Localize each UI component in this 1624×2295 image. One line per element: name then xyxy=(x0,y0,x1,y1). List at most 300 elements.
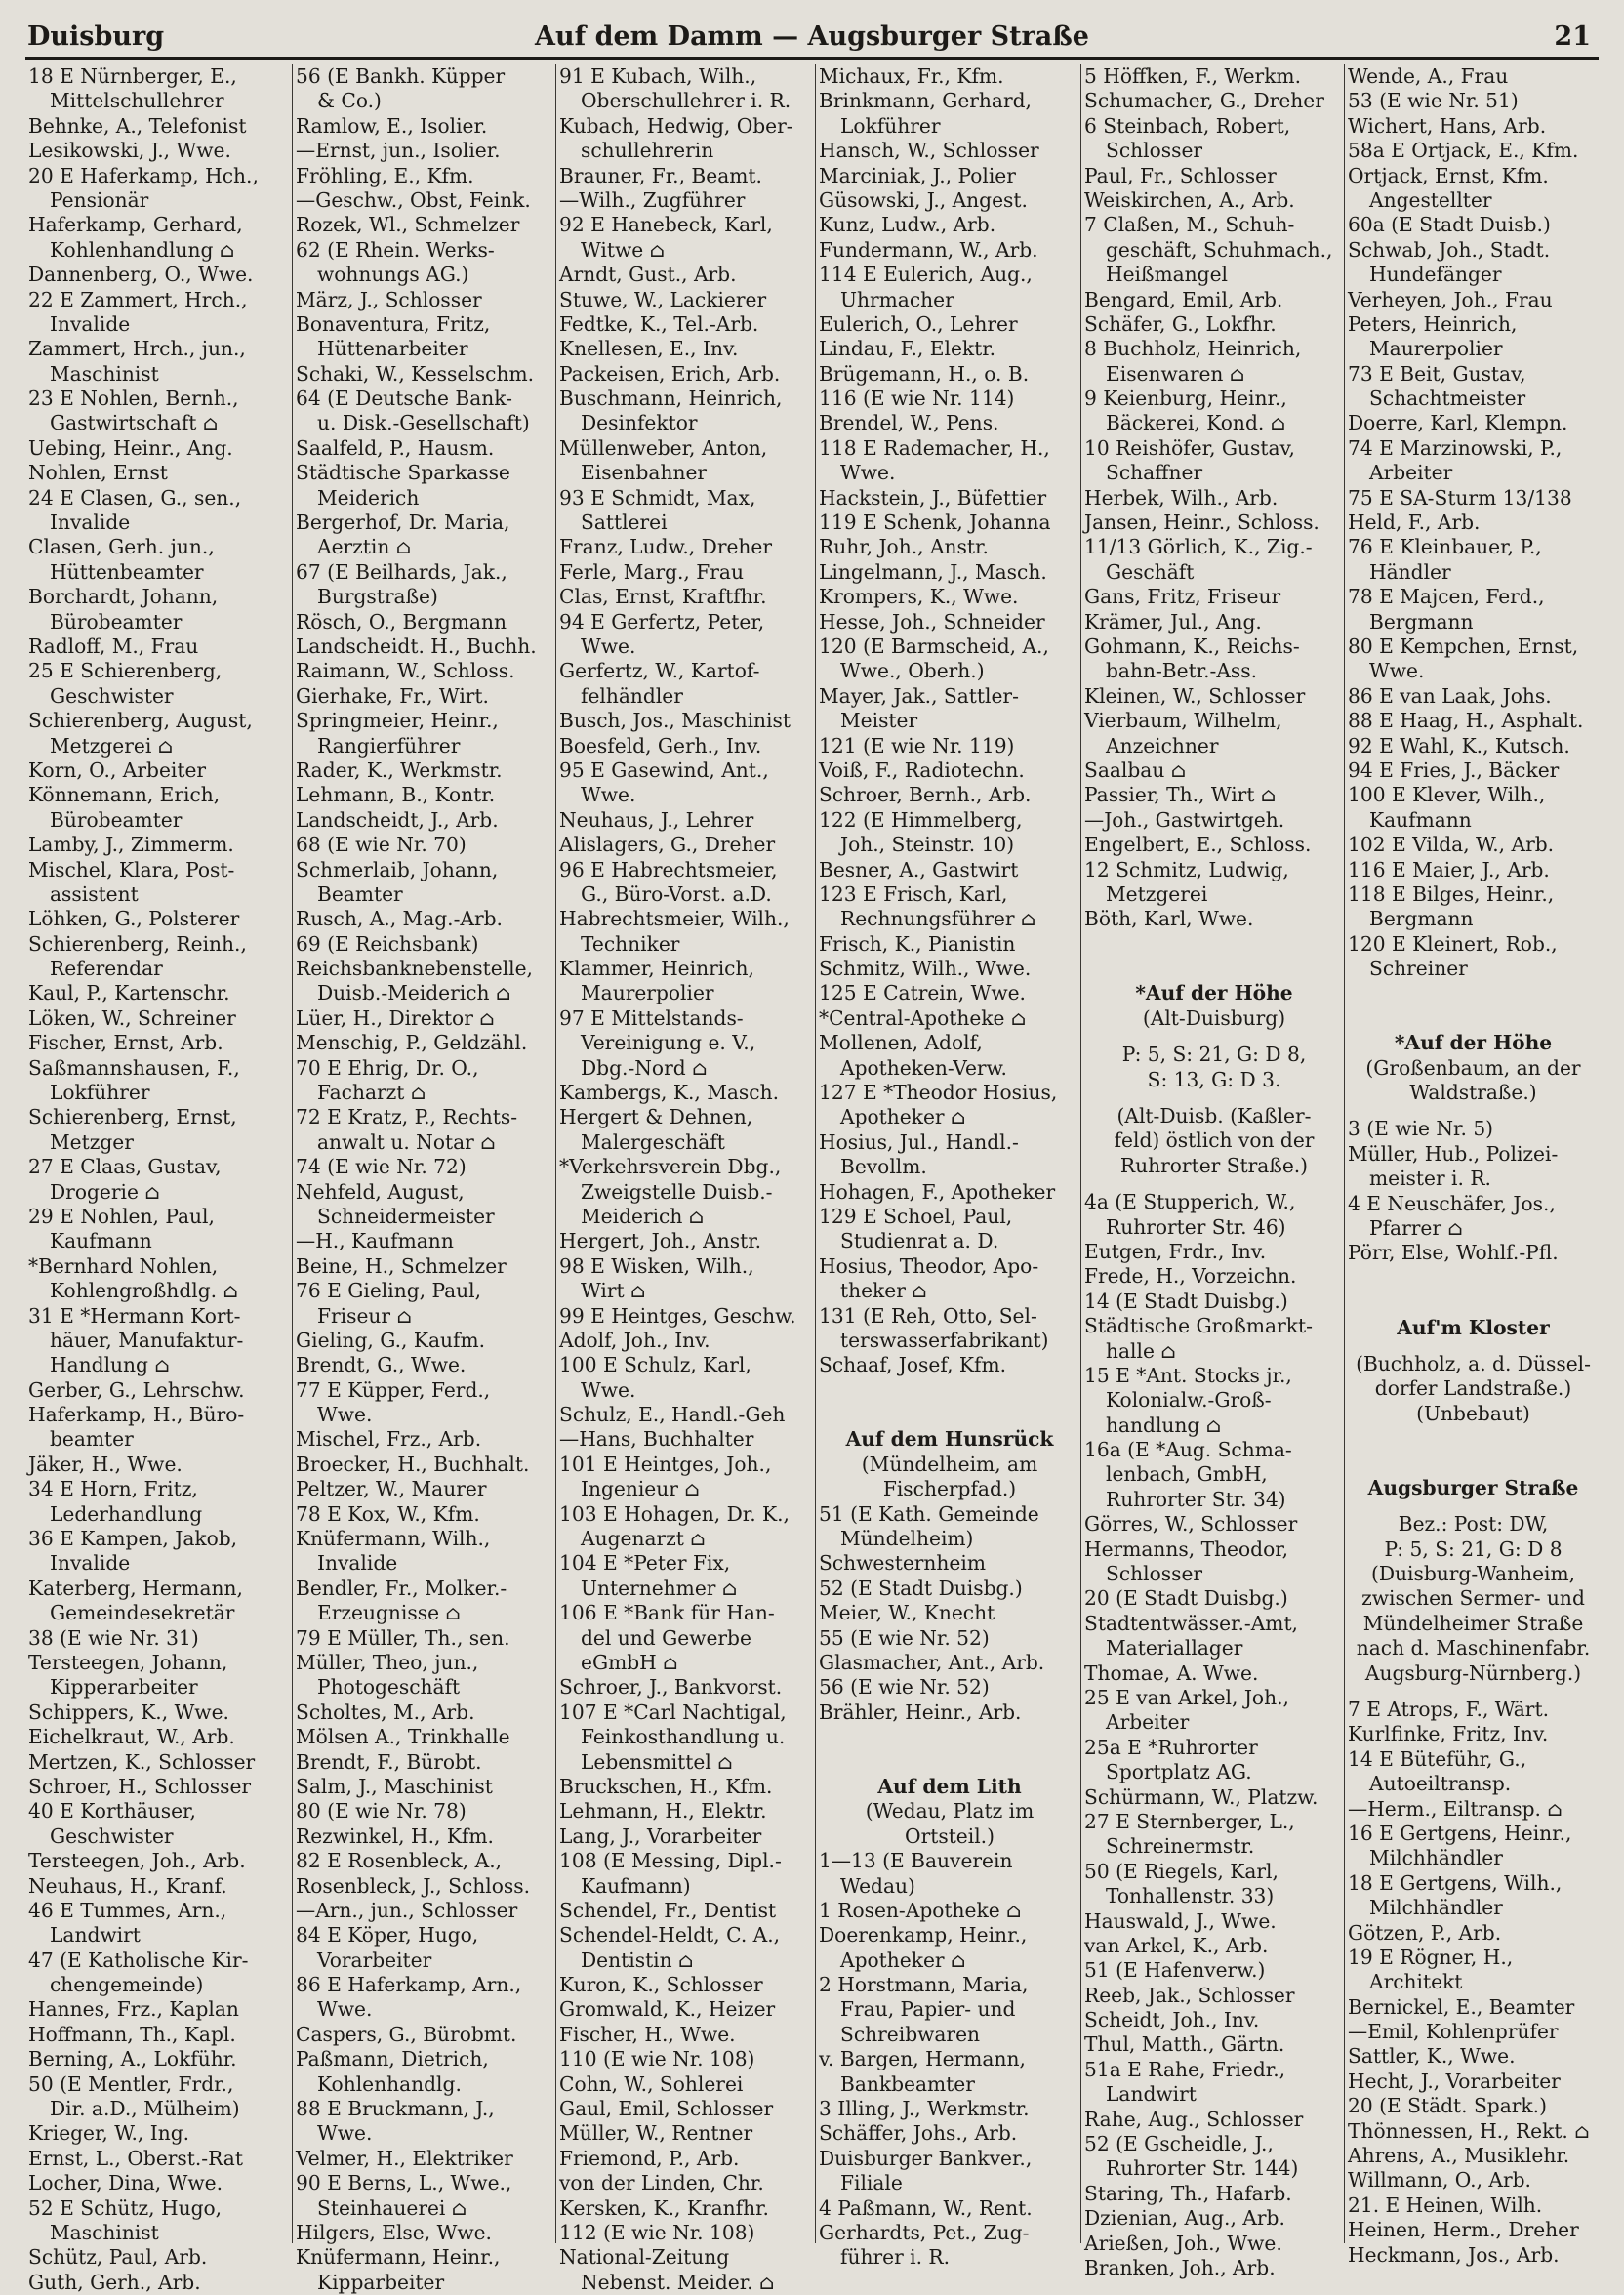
street-heading: Auf'm Kloster xyxy=(1397,1315,1550,1339)
directory-line: 51 (E Kath. Gemeinde xyxy=(819,1501,1039,1526)
directory-line: Geschwister xyxy=(50,1824,174,1848)
directory-line: Wwe. xyxy=(581,783,636,807)
directory-line: Apotheker ⌂ xyxy=(840,1947,966,1972)
directory-line: Gaul, Emil, Schlosser xyxy=(559,2097,774,2121)
directory-line: del und Gewerbe xyxy=(581,1625,751,1650)
directory-line: Frau, Papier- und xyxy=(840,1997,1016,2022)
directory-line: 4a (E Stupperich, W., xyxy=(1084,1190,1296,1214)
directory-line: 116 (E wie Nr. 114) xyxy=(819,387,1015,411)
directory-line: Passier, Th., Wirt ⌂ xyxy=(1084,783,1277,807)
directory-line: 92 E Hanebeck, Karl, xyxy=(559,213,773,237)
directory-line: 74 (E wie Nr. 72) xyxy=(296,1155,467,1179)
directory-line: Metzgerei ⌂ xyxy=(50,733,174,758)
directory-line: Nehfeld, August, xyxy=(296,1179,465,1204)
column-6 xyxy=(1345,64,1599,2267)
directory-line: Milchhändler xyxy=(1369,1896,1503,1920)
directory-line: National-Zeitung xyxy=(559,2245,730,2270)
directory-line: Schierenberg, Ernst, xyxy=(28,1105,237,1129)
directory-line: Schulz, E., Handl.-Geh xyxy=(559,1403,786,1427)
directory-line: Velmer, H., Elektriker xyxy=(296,2146,513,2170)
directory-line: 73 E Beit, Gustav, xyxy=(1348,361,1526,386)
directory-line: 50 (E Riegels, Karl, xyxy=(1084,1859,1279,1883)
directory-line: Witwe ⌂ xyxy=(581,237,666,262)
directory-line: 4 Paßmann, W., Rent. xyxy=(819,2195,1033,2220)
directory-line: Brendt, G., Wwe. xyxy=(296,1353,467,1377)
directory-line: (Wedau, Platz im xyxy=(865,1799,1035,1824)
directory-line: —Wilh., Zugführer xyxy=(559,187,746,212)
directory-line: 118 E Bilges, Heinr., xyxy=(1348,881,1555,906)
directory-line: 56 (E Bankh. Küpper xyxy=(296,64,506,88)
directory-line: Hauswald, J., Wwe. xyxy=(1084,1908,1277,1933)
directory-line: Meier, W., Knecht xyxy=(819,1601,995,1625)
directory-line: Ruhrorter Str. 46) xyxy=(1106,1214,1286,1239)
directory-line: u. Disk.-Gesellschaft) xyxy=(317,411,530,435)
directory-line: Materiallager xyxy=(1106,1636,1243,1660)
directory-line: 36 E Kampen, Jakob, xyxy=(28,1527,238,1551)
directory-line: Drogerie ⌂ xyxy=(50,1179,160,1204)
directory-line: Peters, Heinrich, xyxy=(1348,311,1518,336)
directory-line: Doerenkamp, Heinr., xyxy=(819,1923,1028,1947)
directory-line: Saalfeld, P., Hausm. xyxy=(296,435,495,460)
directory-line: Landwirt xyxy=(1106,2082,1197,2107)
directory-line: 67 (E Beilhards, Jak., xyxy=(296,559,508,584)
directory-line: Lederhandlung xyxy=(50,1501,203,1526)
spacer xyxy=(1348,1291,1599,1315)
directory-line: Meiderich ⌂ xyxy=(581,1204,705,1228)
directory-line: Arießen, Joh., Wwe. xyxy=(1084,2231,1282,2255)
directory-line: 112 (E wie Nr. 108) xyxy=(559,2220,755,2244)
directory-line: Beamter xyxy=(317,881,403,906)
directory-line: 60a (E Stadt Duisb.) xyxy=(1348,213,1551,237)
directory-line: Brügemann, H., o. B. xyxy=(819,361,1030,386)
directory-line: Neuhaus, J., Lehrer xyxy=(559,807,754,832)
directory-line: Herbek, Wilh., Arb. xyxy=(1084,485,1279,510)
directory-line: Kambergs, K., Masch. xyxy=(559,1081,780,1105)
directory-line: 108 (E Messing, Dipl.- xyxy=(559,1849,782,1873)
directory-line: 120 E Kleinert, Rob., xyxy=(1348,931,1558,956)
directory-line: Friseur ⌂ xyxy=(317,1303,412,1328)
directory-line: Clasen, Gerh. jun., xyxy=(28,535,215,559)
directory-line: Vierbaum, Wilhelm, xyxy=(1084,709,1282,733)
directory-line: 62 (E Rhein. Werks- xyxy=(296,237,495,262)
street-heading: Augsburger Straße xyxy=(1367,1475,1579,1499)
directory-line: Schlosser xyxy=(1106,139,1203,163)
directory-line: Gierhake, Fr., Wirt. xyxy=(296,683,489,708)
directory-line: Maurerpolier xyxy=(1369,337,1503,361)
directory-line: Bengard, Emil, Arb. xyxy=(1084,287,1283,311)
directory-line: Wwe. xyxy=(317,1997,373,2022)
directory-line: —Hans, Buchhalter xyxy=(559,1427,754,1452)
directory-line: van Arkel, K., Arb. xyxy=(1084,1933,1269,1957)
directory-line: Referendar xyxy=(50,957,163,981)
directory-line: Frede, H., Vorzeichn. xyxy=(1084,1264,1297,1289)
directory-line: 6 Steinbach, Robert, xyxy=(1084,113,1291,138)
directory-line: Schütz, Paul, Arb. xyxy=(28,2245,208,2270)
directory-line: Korn, O., Arbeiter xyxy=(28,758,207,782)
directory-line: Architekt xyxy=(1369,1970,1463,1994)
directory-line: 76 E Gieling, Paul, xyxy=(296,1279,482,1303)
directory-line: Bendler, Fr., Molker.- xyxy=(296,1576,508,1600)
directory-line: Schneidermeister xyxy=(317,1204,495,1228)
directory-line: 99 E Heintges, Geschw. xyxy=(559,1303,796,1328)
directory-line: Eisenbahner xyxy=(581,461,708,485)
directory-line: Dir. a.D., Mülheim) xyxy=(50,2097,240,2121)
directory-line: 15 E *Ant. Stocks jr., xyxy=(1084,1363,1292,1387)
directory-line: Hüttenarbeiter xyxy=(317,337,468,361)
directory-line: Arndt, Gust., Arb. xyxy=(559,263,737,287)
directory-line: Rosenbleck, J., Schloss. xyxy=(296,1873,531,1898)
directory-line: 107 E *Carl Nachtigal, xyxy=(559,1700,787,1724)
directory-line: Ruhrorter Straße.) xyxy=(1119,1153,1309,1177)
directory-line: Duisburger Bankver., xyxy=(819,2146,1033,2170)
directory-line: 90 E Berns, L., Wwe., xyxy=(296,2171,512,2195)
directory-line: Haferkamp, H., Büro- xyxy=(28,1403,245,1427)
directory-line: Friemond, P., Arb. xyxy=(559,2146,740,2170)
directory-line: Pörr, Else, Wohlf.-Pfl. xyxy=(1348,1241,1559,1265)
spacer xyxy=(1348,1006,1599,1031)
directory-line: zwischen Sermer- und xyxy=(1361,1586,1585,1611)
directory-line: Kohlenhandlg. xyxy=(317,2071,462,2096)
directory-line: Salm, J., Maschinist xyxy=(296,1774,493,1798)
directory-line: Kaufmann xyxy=(50,1229,152,1253)
directory-line: Schroer, H., Schlosser xyxy=(28,1774,252,1798)
directory-line: geschäft, Schuhmach., xyxy=(1106,237,1333,262)
directory-line: Brauner, Fr., Beamt. xyxy=(559,163,762,187)
directory-line: Dentistin ⌂ xyxy=(581,1947,694,1972)
directory-line: Waldstraße.) xyxy=(1409,1081,1537,1105)
directory-line: Bergmann xyxy=(1369,609,1474,634)
directory-line: 12 Schmitz, Ludwig, xyxy=(1084,857,1289,881)
directory-line: 9 Keienburg, Heinr., xyxy=(1084,387,1287,411)
directory-line: anwalt u. Notar ⌂ xyxy=(317,1129,496,1154)
directory-line: dorfer Landstraße.) xyxy=(1374,1376,1572,1401)
directory-line: 18 E Nürnberger, E., xyxy=(28,64,237,88)
directory-line: Dannenberg, O., Wwe. xyxy=(28,263,254,287)
directory-line: Hackstein, J., Büfettier xyxy=(819,485,1047,510)
directory-line: Hohagen, F., Apotheker xyxy=(819,1179,1056,1204)
directory-line: Scholtes, M., Arb. xyxy=(296,1700,475,1724)
directory-line: häuer, Manufaktur- xyxy=(50,1328,244,1352)
directory-line: Maschinist xyxy=(50,2220,159,2244)
directory-line: Desinfektor xyxy=(581,411,698,435)
directory-line: Hansch, W., Schlosser xyxy=(819,139,1039,163)
directory-line: 47 (E Katholische Kir- xyxy=(28,1947,249,1972)
directory-line: 1—13 (E Bauverein xyxy=(819,1849,1013,1873)
directory-line: Ortjack, Ernst, Kfm. xyxy=(1348,163,1549,187)
directory-line: Lebensmittel ⌂ xyxy=(581,1749,733,1774)
directory-line: Wichert, Hans, Arb. xyxy=(1348,113,1547,138)
directory-line: 103 E Hohagen, Dr. K., xyxy=(559,1501,790,1526)
directory-line: Kipparbeiter xyxy=(317,2270,445,2294)
directory-line: 91 E Kubach, Wilh., xyxy=(559,64,757,88)
directory-line: Cohn, W., Sohlerei xyxy=(559,2071,744,2096)
directory-line: Sattler, K., Wwe. xyxy=(1348,2044,1516,2069)
directory-line: Busch, Jos., Maschinist xyxy=(559,709,791,733)
directory-line: 7 E Atrops, F., Wärt. xyxy=(1348,1698,1549,1721)
directory-line: 34 E Horn, Fritz, xyxy=(28,1477,198,1501)
directory-line: 75 E SA-Sturm 13/138 xyxy=(1348,485,1572,510)
directory-line: Held, F., Arb. xyxy=(1348,511,1481,535)
directory-line: Franz, Ludw., Dreher xyxy=(559,535,773,559)
directory-line: —H., Kaufmann xyxy=(296,1229,454,1253)
directory-line: Invalide xyxy=(50,511,131,535)
directory-line: Böth, Karl, Wwe. xyxy=(1084,907,1254,931)
directory-line: Wwe. xyxy=(581,1377,636,1402)
directory-line: (Buchholz, a. d. Düssel- xyxy=(1356,1351,1591,1375)
directory-line: 20 E Haferkamp, Hch., xyxy=(28,163,259,187)
directory-line: 94 E Gerfertz, Peter, xyxy=(559,609,765,634)
directory-line: Caspers, G., Bürobmt. xyxy=(296,2022,517,2046)
header-city: Duisburg xyxy=(27,21,165,52)
directory-line: 123 E Frisch, Karl, xyxy=(819,881,1008,906)
directory-line: Augsburg-Nürnberg.) xyxy=(1364,1660,1582,1685)
directory-line: Zweigstelle Duisb.- xyxy=(581,1179,773,1204)
directory-line: Gromwald, K., Heizer xyxy=(559,1997,776,2022)
directory-line: Güsowski, J., Angest. xyxy=(819,187,1028,212)
directory-line: Nebenst. Meider. ⌂ xyxy=(581,2270,775,2294)
directory-line: 68 (E wie Nr. 70) xyxy=(296,833,467,857)
directory-line: 79 E Müller, Th., sen. xyxy=(296,1625,510,1650)
directory-line: Schierenberg, August, xyxy=(28,709,253,733)
directory-line: Maurerpolier xyxy=(581,981,714,1005)
directory-line: Gohmann, K., Reichs- xyxy=(1084,634,1300,658)
directory-line: Wedau) xyxy=(840,1873,915,1898)
spacer xyxy=(1348,1340,1599,1352)
directory-line: Bäckerei, Kond. ⌂ xyxy=(1106,411,1286,435)
directory-line: 20 (E Städt. Spark.) xyxy=(1348,2094,1547,2118)
directory-line: Schreinermstr. xyxy=(1106,1834,1255,1859)
directory-line: 98 E Wisken, Wilh., xyxy=(559,1253,754,1278)
directory-line: Bürobeamter xyxy=(50,609,183,634)
directory-line: 122 (E Himmelberg, xyxy=(819,807,1023,832)
directory-line: Kolonialw.-Groß- xyxy=(1106,1388,1272,1413)
directory-line: Bevollm. xyxy=(840,1155,927,1179)
directory-line: Landwirt xyxy=(50,1923,141,1947)
directory-line: Gans, Fritz, Friseur xyxy=(1084,585,1281,609)
directory-line: Lokführer xyxy=(50,1081,150,1105)
directory-line: Meiderich xyxy=(317,485,420,510)
directory-line: Händler xyxy=(1369,559,1451,584)
directory-line: 110 (E wie Nr. 108) xyxy=(559,2047,755,2071)
directory-line: 106 E *Bank für Han- xyxy=(559,1601,775,1625)
directory-line: halle ⌂ xyxy=(1106,1338,1176,1363)
directory-line: —Herm., Eiltransp. ⌂ xyxy=(1348,1796,1563,1821)
spacer xyxy=(819,1725,1080,1749)
directory-line: Branken, Joh., Arb. xyxy=(1084,2255,1276,2279)
directory-line: 11/13 Görlich, K., Zig.- xyxy=(1084,535,1313,559)
directory-line: Raimann, W., Schloss. xyxy=(296,659,515,683)
directory-line: Ahrens, A., Musiklehr. xyxy=(1348,2144,1570,2168)
directory-line: Knüfermann, Heinr., xyxy=(296,2245,501,2270)
directory-line: Eichelkraut, W., Arb. xyxy=(28,1725,235,1749)
directory-line: feld) östlich von der xyxy=(1114,1128,1315,1153)
directory-line: 64 (E Deutsche Bank- xyxy=(296,387,512,411)
directory-line: (Unbebaut) xyxy=(1416,1401,1530,1425)
directory-line: Verheyen, Joh., Frau xyxy=(1348,287,1553,311)
directory-line: 88 E Haag, H., Asphalt. xyxy=(1348,709,1584,733)
directory-line: 10 Reishöfer, Gustav, xyxy=(1084,435,1295,460)
directory-line: 116 E Maier, J., Arb. xyxy=(1348,857,1550,881)
directory-line: Packeisen, Erich, Arb. xyxy=(559,361,781,386)
directory-line: 25 E Schierenberg, xyxy=(28,659,223,683)
directory-line: Kleinen, W., Schlosser xyxy=(1084,683,1306,708)
directory-line: 78 E Kox, W., Kfm. xyxy=(296,1501,480,1526)
header-title: Auf dem Damm — Augsburger Straße xyxy=(535,21,1089,52)
column-5 xyxy=(1081,64,1345,2279)
directory-line: Tonhallenstr. 33) xyxy=(1106,1884,1275,1908)
page-number: 21 xyxy=(1554,21,1591,52)
spacer xyxy=(1084,1178,1344,1190)
directory-line: Hosius, Jul., Handl.- xyxy=(819,1129,1019,1154)
directory-line: 7 Claßen, M., Schuh- xyxy=(1084,213,1295,237)
directory-line: Thomae, A. Wwe. xyxy=(1084,1660,1259,1685)
directory-line: Hüttenbeamter xyxy=(50,559,204,584)
directory-line: 24 E Clasen, G., sen., xyxy=(28,485,242,510)
directory-line: Hannes, Frz., Kaplan xyxy=(28,1997,239,2022)
directory-line: wohnungs AG.) xyxy=(317,263,469,287)
street-heading: Auf dem Lith xyxy=(877,1774,1022,1798)
directory-line: Krompers, K., Wwe. xyxy=(819,585,1019,609)
directory-line: Scheidt, Joh., Inv. xyxy=(1084,2008,1260,2032)
directory-line: Filiale xyxy=(840,2171,903,2195)
directory-line: Rangierführer xyxy=(317,733,461,758)
directory-line: Bruckschen, H., Kfm. xyxy=(559,1774,773,1798)
directory-line: Saßmannshausen, F., xyxy=(28,1055,240,1080)
directory-line: Müller, Theo, jun., xyxy=(296,1651,479,1674)
directory-line: Ernst, L., Oberst.-Rat xyxy=(28,2146,243,2170)
spacer xyxy=(1348,1266,1599,1291)
directory-line: Schroer, J., Bankvorst. xyxy=(559,1675,783,1700)
directory-line: Studienrat a. D. xyxy=(840,1229,999,1253)
directory-line: Stuwe, W., Lackierer xyxy=(559,287,767,311)
directory-line: Joh., Steinstr. 10) xyxy=(840,833,1015,857)
directory-line: Lesikowski, J., Wwe. xyxy=(28,139,231,163)
directory-line: Bankbeamter xyxy=(840,2071,975,2096)
directory-line: 100 E Klever, Wilh., xyxy=(1348,783,1546,807)
directory-line: Heißmangel xyxy=(1106,263,1228,287)
directory-line: Adolf, Joh., Inv. xyxy=(559,1328,710,1352)
directory-line: 70 E Ehrig, Dr. O., xyxy=(296,1055,479,1080)
directory-line: schullehrerin xyxy=(581,139,714,163)
directory-line: —Geschw., Obst, Feink. xyxy=(296,187,531,212)
directory-line: Mittelschullehrer xyxy=(50,89,224,113)
directory-line: 82 E Rosenbleck, A., xyxy=(296,1849,503,1873)
directory-line: Burgstraße) xyxy=(317,585,438,609)
directory-line: Rusch, A., Mag.-Arb. xyxy=(296,907,503,931)
directory-line: Lindau, F., Elektr. xyxy=(819,337,996,361)
directory-line: Eulerich, O., Lehrer xyxy=(819,311,1018,336)
directory-line: Kipperarbeiter xyxy=(50,1675,198,1700)
directory-line: Kubach, Hedwig, Ober- xyxy=(559,113,793,138)
directory-line: Reichsbanknebenstelle, xyxy=(296,957,533,981)
spacer xyxy=(1084,1092,1344,1104)
directory-line: Wwe. xyxy=(581,634,636,658)
directory-line: Frisch, K., Pianistin xyxy=(819,931,1016,956)
directory-line: terswasserfabrikant) xyxy=(840,1328,1049,1352)
directory-line: Borchardt, Johann, xyxy=(28,585,219,609)
directory-line: Vorarbeiter xyxy=(317,1947,432,1972)
directory-line: beamter xyxy=(50,1427,134,1452)
directory-line: Thul, Matth., Gärtn. xyxy=(1084,2032,1285,2057)
directory-line: Kersken, K., Kranfhr. xyxy=(559,2195,769,2220)
directory-line: *Bernhard Nohlen, xyxy=(28,1253,219,1278)
directory-line: Hecht, J., Vorarbeiter xyxy=(1348,2069,1561,2093)
directory-line: Mischel, Frz., Arb. xyxy=(296,1427,482,1452)
directory-line: 74 E Marzinowski, P., xyxy=(1348,435,1563,460)
directory-line: Mollenen, Adolf, xyxy=(819,1031,983,1055)
directory-line: —Ernst, jun., Isolier. xyxy=(296,139,501,163)
directory-line: Ortsteil.) xyxy=(905,1824,995,1848)
directory-line: 51a E Rahe, Friedr., xyxy=(1084,2057,1286,2081)
directory-line: (Großenbaum, an der xyxy=(1365,1055,1581,1080)
directory-line: Löken, W., Schreiner xyxy=(28,1005,236,1030)
directory-line: Wwe. xyxy=(317,2121,373,2146)
directory-line: Brähler, Heinr., Arb. xyxy=(819,1700,1022,1724)
directory-line: Götzen, P., Arb. xyxy=(1348,1920,1502,1945)
directory-line: Landscheidt. H., Buchh. xyxy=(296,634,537,658)
directory-line: Aerztin ⌂ xyxy=(317,535,412,559)
directory-line: Schäfer, G., Lokfhr. xyxy=(1084,311,1277,336)
directory-line: 22 E Zammert, Hrch., xyxy=(28,287,248,311)
directory-line: 19 E Rögner, H., xyxy=(1348,1945,1514,1969)
directory-line: (Mündelheim, am xyxy=(861,1452,1038,1476)
directory-line: Rader, K., Werkmstr. xyxy=(296,758,503,782)
directory-line: *Central-Apotheke ⌂ xyxy=(819,1005,1027,1030)
directory-line: 78 E Majcen, Ferd., xyxy=(1348,585,1545,609)
spacer xyxy=(1084,932,1344,957)
directory-line: 121 (E wie Nr. 119) xyxy=(819,733,1015,758)
directory-line: 95 E Gasewind, Ant., xyxy=(559,758,769,782)
directory-line: —Arn., jun., Schlosser xyxy=(296,1898,518,1922)
directory-line: Gieling, G., Kaufm. xyxy=(296,1328,486,1352)
directory-line: Guth, Gerh., Arb. xyxy=(28,2270,201,2294)
directory-line: Wwe. xyxy=(840,461,896,485)
directory-line: Lehmann, B., Kontr. xyxy=(296,783,496,807)
directory-line: Schachtmeister xyxy=(1369,387,1526,411)
directory-line: (Alt-Duisb. (Kaßler- xyxy=(1116,1104,1312,1128)
directory-line: Landscheidt, J., Arb. xyxy=(296,807,499,832)
directory-line: Schaffner xyxy=(1106,461,1203,485)
directory-line: Geschwister xyxy=(50,683,174,708)
directory-line: felhändler xyxy=(581,683,683,708)
directory-line: Mayer, Jak., Sattler- xyxy=(819,683,1019,708)
directory-line: Lokführer xyxy=(840,113,941,138)
directory-line: Wwe. xyxy=(317,1403,373,1427)
column-1 xyxy=(25,64,293,2294)
directory-line: Krämer, Jul., Ang. xyxy=(1084,609,1262,634)
directory-line: Paul, Fr., Schlosser xyxy=(1084,163,1277,187)
directory-line: Hermanns, Theodor, xyxy=(1084,1537,1289,1561)
directory-line: Dzienian, Aug., Arb. xyxy=(1084,2206,1285,2231)
directory-line: Saalbau ⌂ xyxy=(1084,758,1187,782)
directory-line: 88 E Bruckmann, J., xyxy=(296,2097,495,2121)
directory-line: Marciniak, J., Polier xyxy=(819,163,1016,187)
directory-line: Schroer, Bernh., Arb. xyxy=(819,783,1032,807)
directory-line: Erzeugnisse ⌂ xyxy=(317,1601,461,1625)
directory-line: Uebing, Heinr., Ang. xyxy=(28,435,233,460)
directory-line: Eutgen, Frdr., Inv. xyxy=(1084,1239,1267,1263)
directory-line: 40 E Korthäuser, xyxy=(28,1799,196,1824)
directory-line: & Co.) xyxy=(317,89,382,113)
directory-line: Invalide xyxy=(50,1551,131,1576)
spacer xyxy=(819,1750,1080,1775)
directory-line: Wende, A., Frau xyxy=(1348,64,1509,88)
directory-line: 69 (E Reichsbank) xyxy=(296,931,479,956)
directory-line: 52 (E Stadt Duisbg.) xyxy=(819,1576,1023,1600)
directory-line: Ruhrorter Str. 144) xyxy=(1106,2156,1299,2181)
directory-line: Springmeier, Heinr., xyxy=(296,709,499,733)
directory-line: Unternehmer ⌂ xyxy=(581,1576,738,1600)
